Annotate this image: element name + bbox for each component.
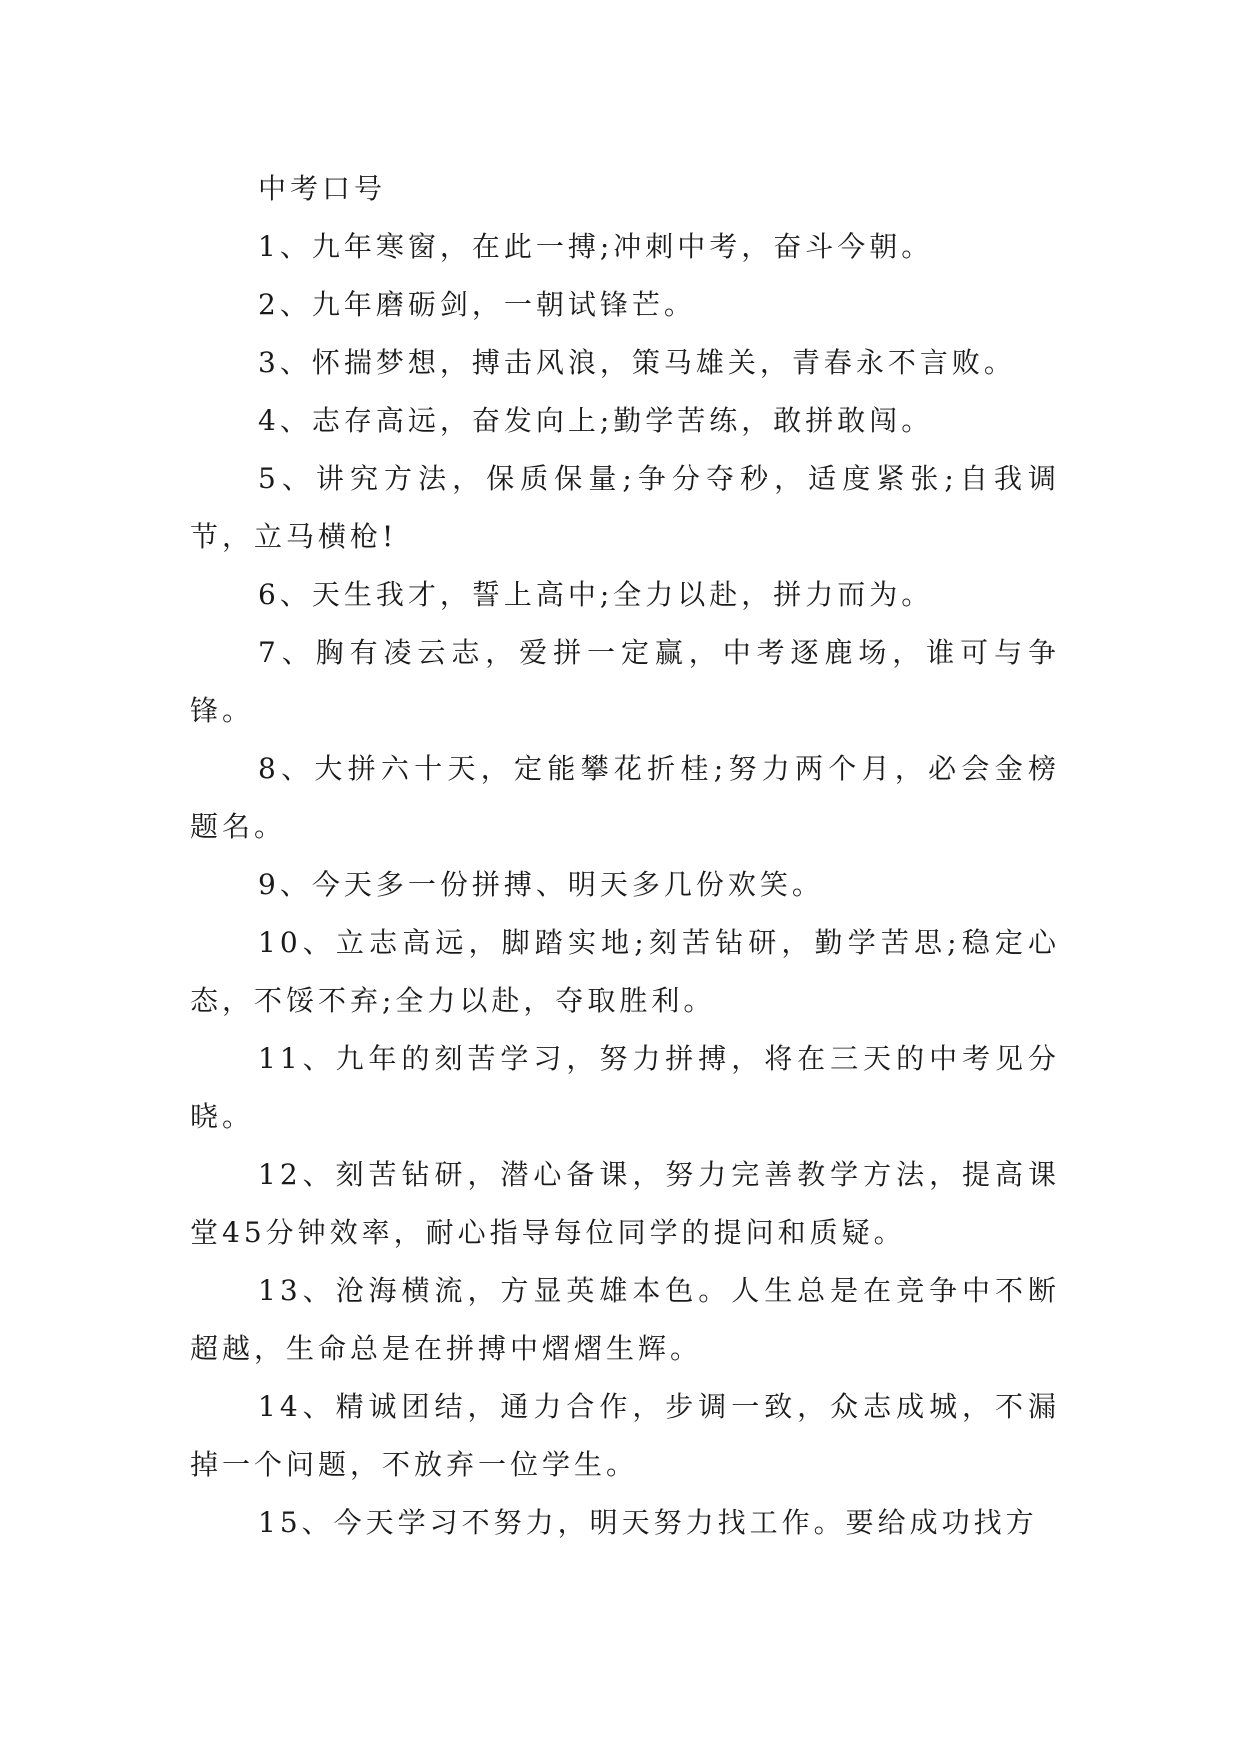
slogan-paragraph-5: 5、讲究方法，保质保量;争分夺秒，适度紧张;自我调节，立马横枪!: [190, 462, 1060, 553]
slogan-paragraph-1: 1、九年寒窗，在此一搏;冲刺中考，奋斗今朝。: [258, 230, 934, 263]
document-body: [190, 160, 1060, 1552]
slogan-paragraph-8: 8、大拼六十天，定能攀花折桂;努力两个月，必会金榜题名。: [190, 752, 1060, 843]
slogan-paragraph-6: 6、天生我才，誓上高中;全力以赴，拼力而为。: [258, 578, 934, 611]
slogan-paragraph-4: 4、志存高远，奋发向上;勤学苦练，敢拼敢闯。: [258, 404, 934, 437]
slogan-paragraph-12: 12、刻苦钻研，潜心备课，努力完善教学方法，提高课堂45分钟效率，耐心指导每位同学的提问和质疑。: [190, 1158, 1060, 1249]
slogan-paragraph-11: 11、九年的刻苦学习，努力拼搏，将在三天的中考见分晓。: [190, 1042, 1060, 1133]
slogan-paragraph-14: 14、精诚团结，通力合作，步调一致，众志成城，不漏掉一个问题，不放弃一位学生。: [190, 1390, 1060, 1481]
document-title: 中考口号: [258, 172, 387, 205]
slogan-paragraph-7: 7、胸有凌云志，爱拼一定赢，中考逐鹿场，谁可与争锋。: [190, 636, 1060, 727]
slogan-paragraph-3: 3、怀揣梦想，搏击风浪，策马雄关，青春永不言败。: [258, 346, 1016, 379]
slogan-paragraph-9: 9、今天多一份拼搏、明天多几份欢笑。: [258, 868, 824, 901]
slogan-paragraph-15: 15、今天学习不努力，明天努力找工作。要给成功找方: [258, 1506, 1038, 1539]
slogan-paragraph-2: 2、九年磨砺剑，一朝试锋芒。: [258, 288, 696, 321]
slogan-paragraph-10: 10、立志高远，脚踏实地;刻苦钻研，勤学苦思;稳定心态，不馁不弃;全力以赴，夺取胜利。: [190, 926, 1060, 1017]
slogan-paragraph-13: 13、沧海横流，方显英雄本色。人生总是在竞争中不断超越，生命总是在拼搏中熠熠生辉。: [190, 1274, 1060, 1365]
